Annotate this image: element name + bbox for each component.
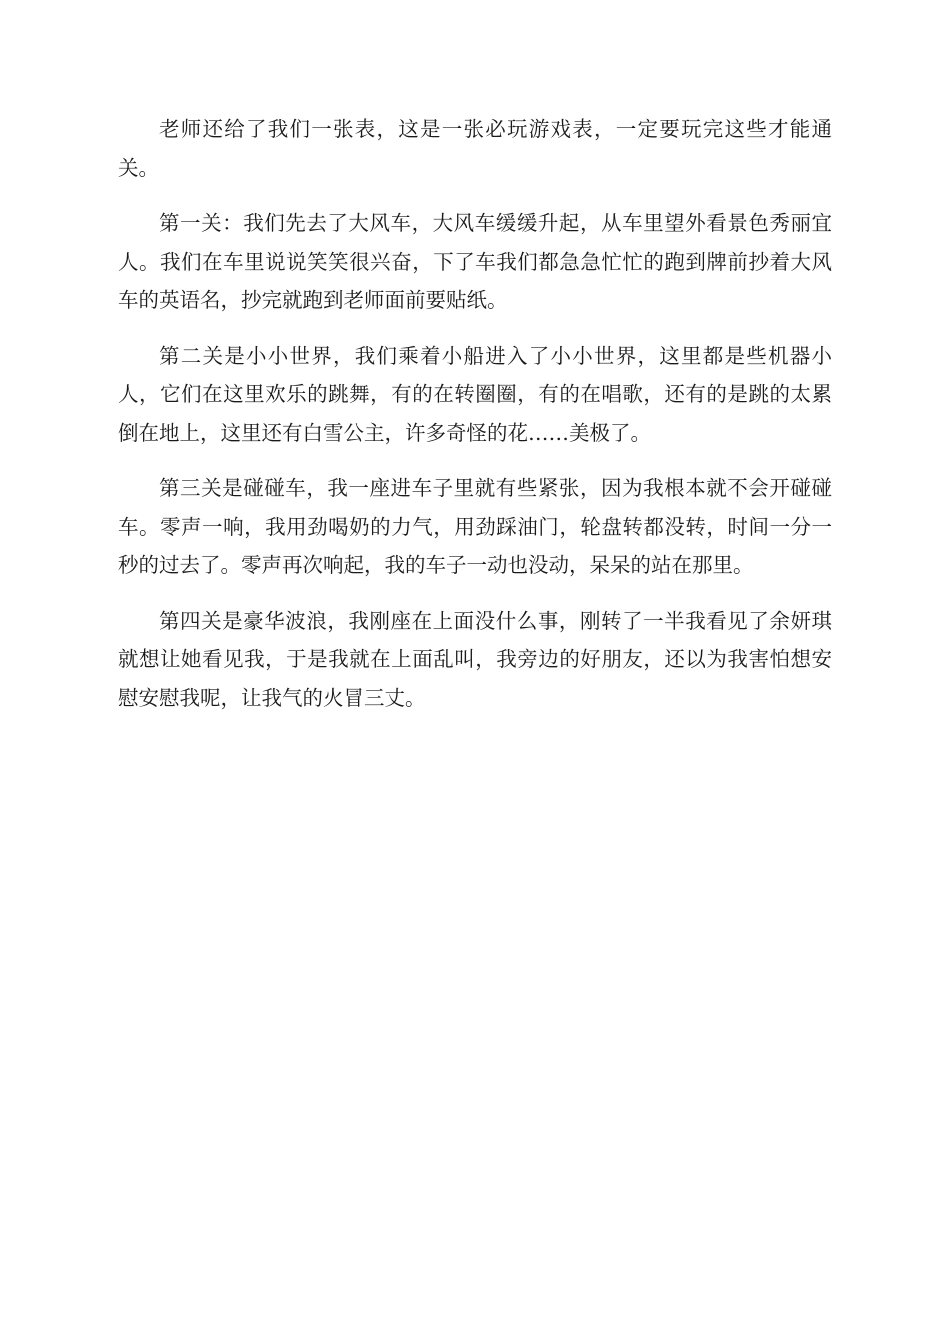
paragraph-level-one: 第一关：我们先去了大风车，大风车缓缓升起，从车里望外看景色秀丽宜人。我们在车里说说笑笑很兴奋，下了车我们都急急忙忙的跑到牌前抄着大风车的英语名，抄完就跑到老师面前要贴纸。: [118, 211, 832, 312]
paragraph-level-two: 第二关是小小世界，我们乘着小船进入了小小世界，这里都是些机器小人，它们在这里欢乐的跳舞，有的在转圈圈，有的在唱歌，还有的是跳的太累倒在地上，这里还有白雪公主，许多奇怪的花……美极了。: [118, 343, 832, 445]
paragraph-level-four: 第四关是豪华波浪，我刚座在上面没什么事，刚转了一半我看见了余妍琪就想让她看见我，于是我就在上面乱叫，我旁边的好朋友，还以为我害怕想安慰安慰我呢，让我气的火冒三丈。: [118, 608, 832, 710]
paragraph-intro: 老师还给了我们一张表，这是一张必玩游戏表，一定要玩完这些才能通关。: [118, 117, 832, 180]
document-body: [118, 110, 832, 734]
paragraph-level-three: 第三关是碰碰车，我一座进车子里就有些紧张，因为我根本就不会开碰碰车。零声一响，我用劲喝奶的力气，用劲踩油门，轮盘转都没转，时间一分一秒的过去了。零声再次响起，我的车子一动也没动，呆呆的站在那里。: [118, 476, 832, 577]
